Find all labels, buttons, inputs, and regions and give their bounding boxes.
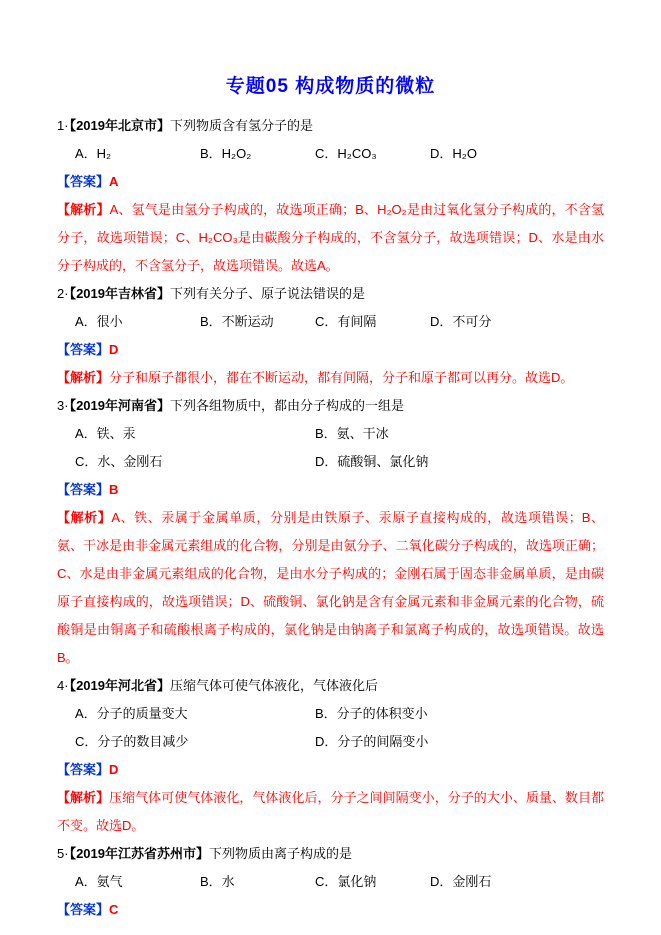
question-line	[57, 280, 604, 308]
analysis-paragraph	[57, 784, 604, 840]
question-number: 3·	[57, 398, 69, 413]
option-b: B．不断运动	[200, 314, 274, 329]
options-row	[57, 308, 604, 336]
question-stem: 下列有关分子、原子说法错误的是	[169, 286, 365, 301]
option-b: B．分子的体积变小	[315, 706, 428, 721]
question-source: 【2019年吉林省】	[69, 286, 170, 301]
option-a: A．H₂	[75, 146, 112, 161]
option-a: A．铁、汞	[75, 426, 136, 441]
analysis-text: 分子和原子都很小，都在不断运动，都有间隔，分子和原子都可以再分。故选D。	[109, 370, 574, 385]
answer-value: B	[109, 482, 119, 497]
question-number: 2·	[57, 286, 69, 301]
question-line	[57, 392, 604, 420]
answer-value: A	[109, 174, 119, 189]
analysis-paragraph	[57, 504, 604, 672]
option-d: D．分子的间隔变小	[315, 734, 429, 749]
question-stem: 下列物质由离子构成的是	[208, 846, 352, 861]
options-row	[57, 868, 604, 896]
option-c: C．氯化钠	[315, 874, 377, 889]
option-c: C．水、金刚石	[75, 454, 163, 469]
option-c: C．分子的数目减少	[75, 734, 189, 749]
answer-label: 【答案】	[57, 762, 110, 777]
answer-label: 【答案】	[57, 342, 110, 357]
options-row	[57, 728, 604, 756]
question-stem: 压缩气体可使气体液化，气体液化后	[169, 678, 378, 693]
option-b: B．H₂O₂	[200, 146, 252, 161]
option-a: A．氨气	[75, 874, 123, 889]
answer-line	[57, 168, 604, 196]
question-stem: 下列物质含有氢分子的是	[169, 118, 313, 133]
answer-line	[57, 476, 604, 504]
page-title: 专题05 构成物质的微粒	[225, 76, 436, 97]
answer-label: 【答案】	[57, 174, 110, 189]
question-block-5	[57, 840, 604, 924]
answer-label: 【答案】	[57, 902, 110, 917]
option-c: C．H₂CO₃	[315, 146, 377, 161]
analysis-label: 【解析】	[57, 202, 110, 217]
option-d: D．金刚石	[430, 874, 492, 889]
question-block-3	[57, 392, 604, 672]
question-number: 5·	[57, 846, 69, 861]
question-block-2	[57, 280, 604, 392]
answer-value: D	[109, 342, 119, 357]
question-source: 【2019年北京市】	[69, 118, 170, 133]
answer-label: 【答案】	[57, 482, 110, 497]
options-row	[57, 420, 604, 448]
question-number: 4·	[57, 678, 69, 693]
analysis-text: A、氢气是由氢分子构成的，故选项正确；B、H₂O₂是由过氧化氢分子构成的，不含氢分子，故选项错误；C、H₂CO₃是由碳酸分子构成的，不含氢分子，故选项错误；D、水是由水分子构成的，不含氢分子，故选项错误。故选A。	[57, 202, 604, 273]
option-a: A．很小	[75, 314, 123, 329]
question-line	[57, 840, 604, 868]
question-source: 【2019年河北省】	[69, 678, 170, 693]
question-number: 1·	[57, 118, 69, 133]
option-a: A．分子的质量变大	[75, 706, 188, 721]
answer-value: C	[109, 902, 119, 917]
question-block-1	[57, 112, 604, 280]
question-source: 【2019年河南省】	[69, 398, 170, 413]
analysis-text: A、铁、汞属于金属单质，分别是由铁原子、汞原子直接构成的，故选项错误；B、氨、干冰是由非金属元素组成的化合物，分别是由氨分子、二氧化碳分子构成的，故选项正确；C、水是由非金属元素组成的化合物，是由水分子构成的；金刚石属于固态非金属单质，是由碳原子直接构成的，故选项错误；D、硫酸铜、氯化钠是含有金属元素和非金属元素的化合物，硫酸铜是由铜离子和硫酸根离子构成的，氯化钠是由钠离子和氯离子构成的，故选项错误。故选B。	[57, 510, 604, 665]
option-d: D．硫酸铜、氯化钠	[315, 454, 429, 469]
analysis-label: 【解析】	[57, 370, 110, 385]
answer-line	[57, 756, 604, 784]
question-line	[57, 112, 604, 140]
option-b: B．水	[200, 874, 235, 889]
analysis-label: 【解析】	[57, 790, 110, 805]
analysis-paragraph	[57, 364, 604, 392]
option-d: D．H₂O	[430, 146, 477, 161]
options-row	[57, 700, 604, 728]
question-line	[57, 672, 604, 700]
options-row	[57, 448, 604, 476]
options-row	[57, 140, 604, 168]
option-d: D．不可分	[430, 314, 492, 329]
question-source: 【2019年江苏省苏州市】	[69, 846, 209, 861]
answer-value: D	[109, 762, 119, 777]
analysis-label: 【解析】	[57, 510, 112, 525]
question-stem: 下列各组物质中，都由分子构成的一组是	[169, 398, 404, 413]
analysis-text: 压缩气体可使气体液化，气体液化后，分子之间间隔变小，分子的大小、质量、数目都不变。故选D。	[57, 790, 604, 833]
option-c: C．有间隔	[315, 314, 377, 329]
question-block-4	[57, 672, 604, 840]
answer-line	[57, 336, 604, 364]
option-b: B．氨、干冰	[315, 426, 389, 441]
answer-line	[57, 896, 604, 924]
analysis-paragraph	[57, 196, 604, 280]
